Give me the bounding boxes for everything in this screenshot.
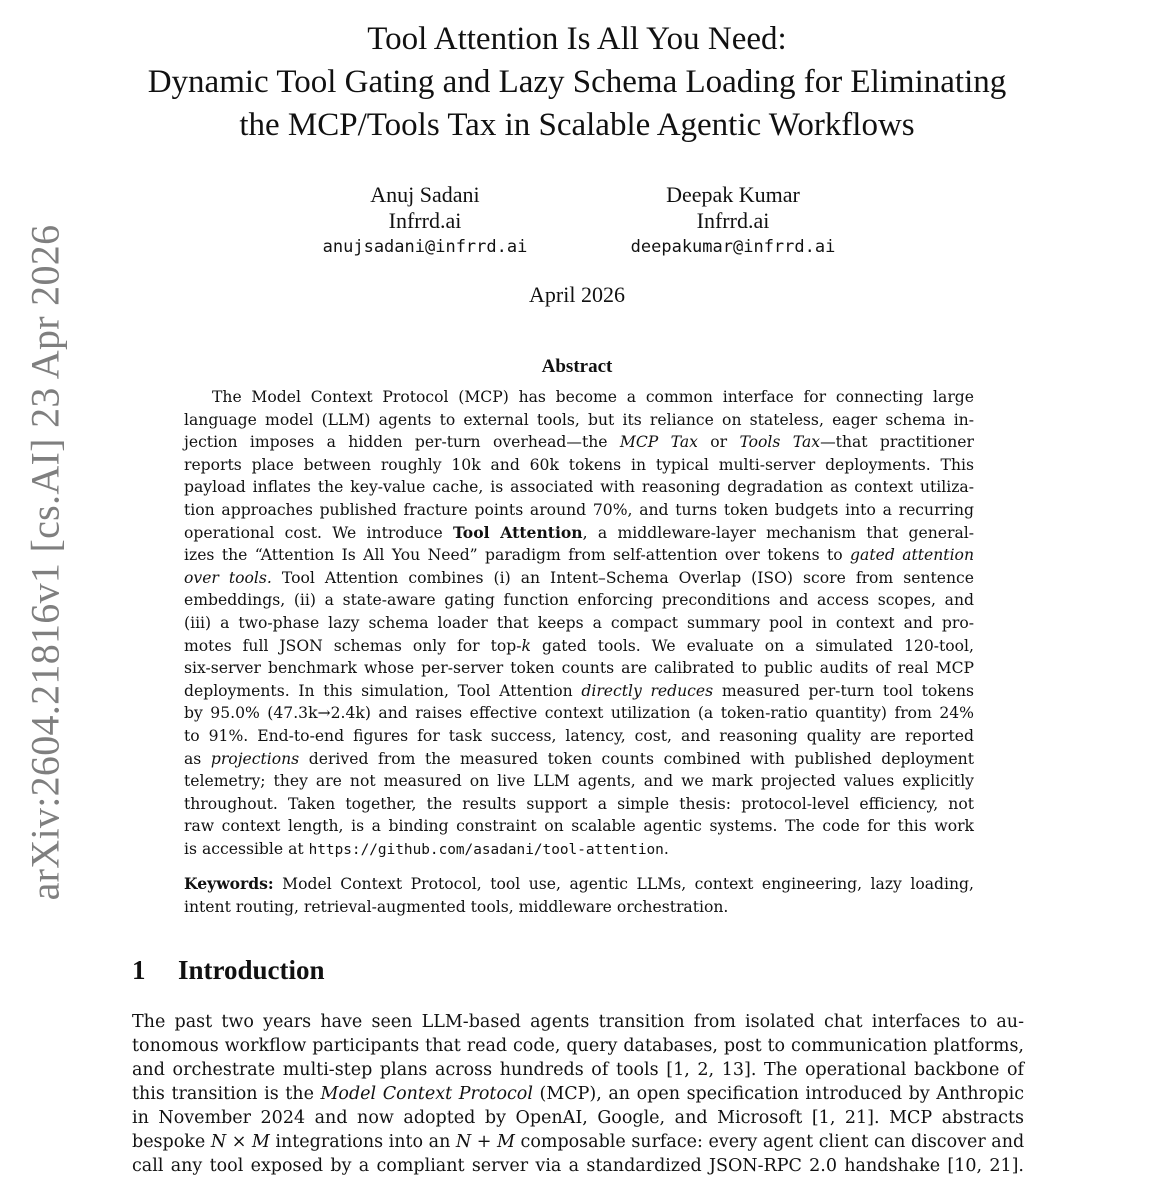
abstract-line: telemetry; they are not measured on live LLM agents, and we mark projected values explicitly xyxy=(184,772,974,791)
abstract-line: raw context length, is a binding constraint on scalable agentic systems. The code for this work xyxy=(184,817,974,836)
arxiv-identifier: arXiv:2604.21816v1 [cs.AI] 23 Apr 2026 xyxy=(22,224,68,901)
abstract-heading: Abstract xyxy=(541,356,613,377)
title-line: Dynamic Tool Gating and Lazy Schema Loading for Eliminating xyxy=(147,64,1007,100)
author-affiliation: Infrrd.ai xyxy=(388,208,462,233)
abstract-line: over tools. Tool Attention combines (i) an Intent–Schema Overlap (ISO) score from sentence xyxy=(184,568,974,587)
body-line: bespoke N × M integrations into an N + M composable surface: every agent client can discover and xyxy=(132,1132,1025,1152)
author-name: Deepak Kumar xyxy=(666,182,800,207)
keywords-label: Keywords: xyxy=(184,874,274,894)
abstract-line: reports place between roughly 10k and 60k tokens in typical multi-server deployments. This xyxy=(184,455,974,474)
introduction-text xyxy=(132,1010,1024,1178)
keywords-line: intent routing, retrieval-augmented tools, middleware orchestration. xyxy=(184,898,729,917)
abstract-line: The Model Context Protocol (MCP) has become a common interface for connecting large xyxy=(212,388,974,406)
abstract-line: izes the “Attention Is All You Need” paradigm from self-attention over tokens to gated attention xyxy=(184,546,974,565)
abstract-line: to 91%. End-to-end figures for task success, latency, cost, and reasoning quality are reported xyxy=(184,726,974,745)
keywords-line: Keywords: Model Context Protocol, tool use, agentic LLMs, context engineering, lazy loading, xyxy=(184,874,974,894)
abstract-body xyxy=(184,386,974,919)
section-number: 1 xyxy=(132,955,146,985)
title-line: Tool Attention Is All You Need: xyxy=(367,21,787,57)
author-name: Anuj Sadani xyxy=(370,182,480,207)
body-line: this transition is the Model Context Protocol (MCP), an open specification introduced by Anthropic xyxy=(132,1084,1024,1104)
author-block xyxy=(608,182,858,260)
abstract-line: jection imposes a hidden per-turn overhead—the MCP Tax or Tools Tax—that practitioner xyxy=(184,433,974,452)
code-repository-link[interactable]: https://github.com/asadani/tool-attention xyxy=(308,841,664,858)
author-email: anujsadani@infrrd.ai xyxy=(322,237,528,257)
abstract-line: embeddings, (ii) a state-aware gating function enforcing preconditions and access scopes, and xyxy=(184,591,974,610)
body-line: The past two years have seen LLM-based agents transition from isolated chat interfaces to au- xyxy=(132,1012,1024,1032)
section-title: Introduction xyxy=(178,955,325,985)
abstract-line: tion approaches published fracture points around 70%, and turns token budgets into a recurring xyxy=(184,500,974,519)
section-heading xyxy=(132,955,325,986)
abstract-line: motes full JSON schemas only for top-k gated tools. We evaluate on a simulated 120-tool, xyxy=(184,636,975,655)
abstract-line: operational cost. We introduce Tool Attention, a middleware-layer mechanism that general- xyxy=(184,522,975,542)
abstract-line: as projections derived from the measured token counts combined with published deployment xyxy=(184,749,974,768)
arxiv-sidebar-stamp xyxy=(5,224,85,901)
abstract-line: language model (LLM) agents to external tools, but its reliance on stateless, eager schema in- xyxy=(184,410,974,429)
author-email: deepakumar@infrrd.ai xyxy=(630,237,836,257)
body-line: and orchestrate multi-step plans across hundreds of tools [1, 2, 13]. The operational backbone of xyxy=(132,1060,1024,1080)
author-affiliation: Infrrd.ai xyxy=(696,208,770,233)
publication-date: April 2026 xyxy=(529,282,625,307)
abstract-line: (iii) a two-phase lazy schema loader that keeps a compact summary pool in context and pro- xyxy=(184,613,974,632)
abstract-line: payload inflates the key-value cache, is associated with reasoning degradation as context utiliza- xyxy=(184,478,974,497)
author-block xyxy=(300,182,550,260)
abstract-line: is accessible at https://github.com/asadani/tool-attention. xyxy=(184,839,669,858)
abstract-line: throughout. Taken together, the results support a simple thesis: protocol-level efficiency, not xyxy=(184,794,974,813)
abstract-line: deployments. In this simulation, Tool Attention directly reduces measured per-turn tool tokens xyxy=(184,681,975,700)
keywords xyxy=(184,873,974,918)
body-line: in November 2024 and now adopted by OpenAI, Google, and Microsoft [1, 21]. MCP abstracts xyxy=(132,1108,1024,1128)
abstract-line: six-server benchmark whose per-server token counts are calibrated to public audits of real MCP xyxy=(184,659,974,678)
title-line: the MCP/Tools Tax in Scalable Agentic Workflows xyxy=(239,107,915,143)
body-line: call any tool exposed by a compliant server via a standardized JSON-RPC 2.0 handshake [10, 21]. xyxy=(132,1156,1024,1176)
abstract-line: by 95.0% (47.3k→2.4k) and raises effective context utilization (a token-ratio quantity) from 24% xyxy=(184,704,974,723)
body-line: tonomous workflow participants that read code, query databases, post to communication platforms, xyxy=(132,1036,1024,1056)
paper-title xyxy=(0,18,1154,147)
